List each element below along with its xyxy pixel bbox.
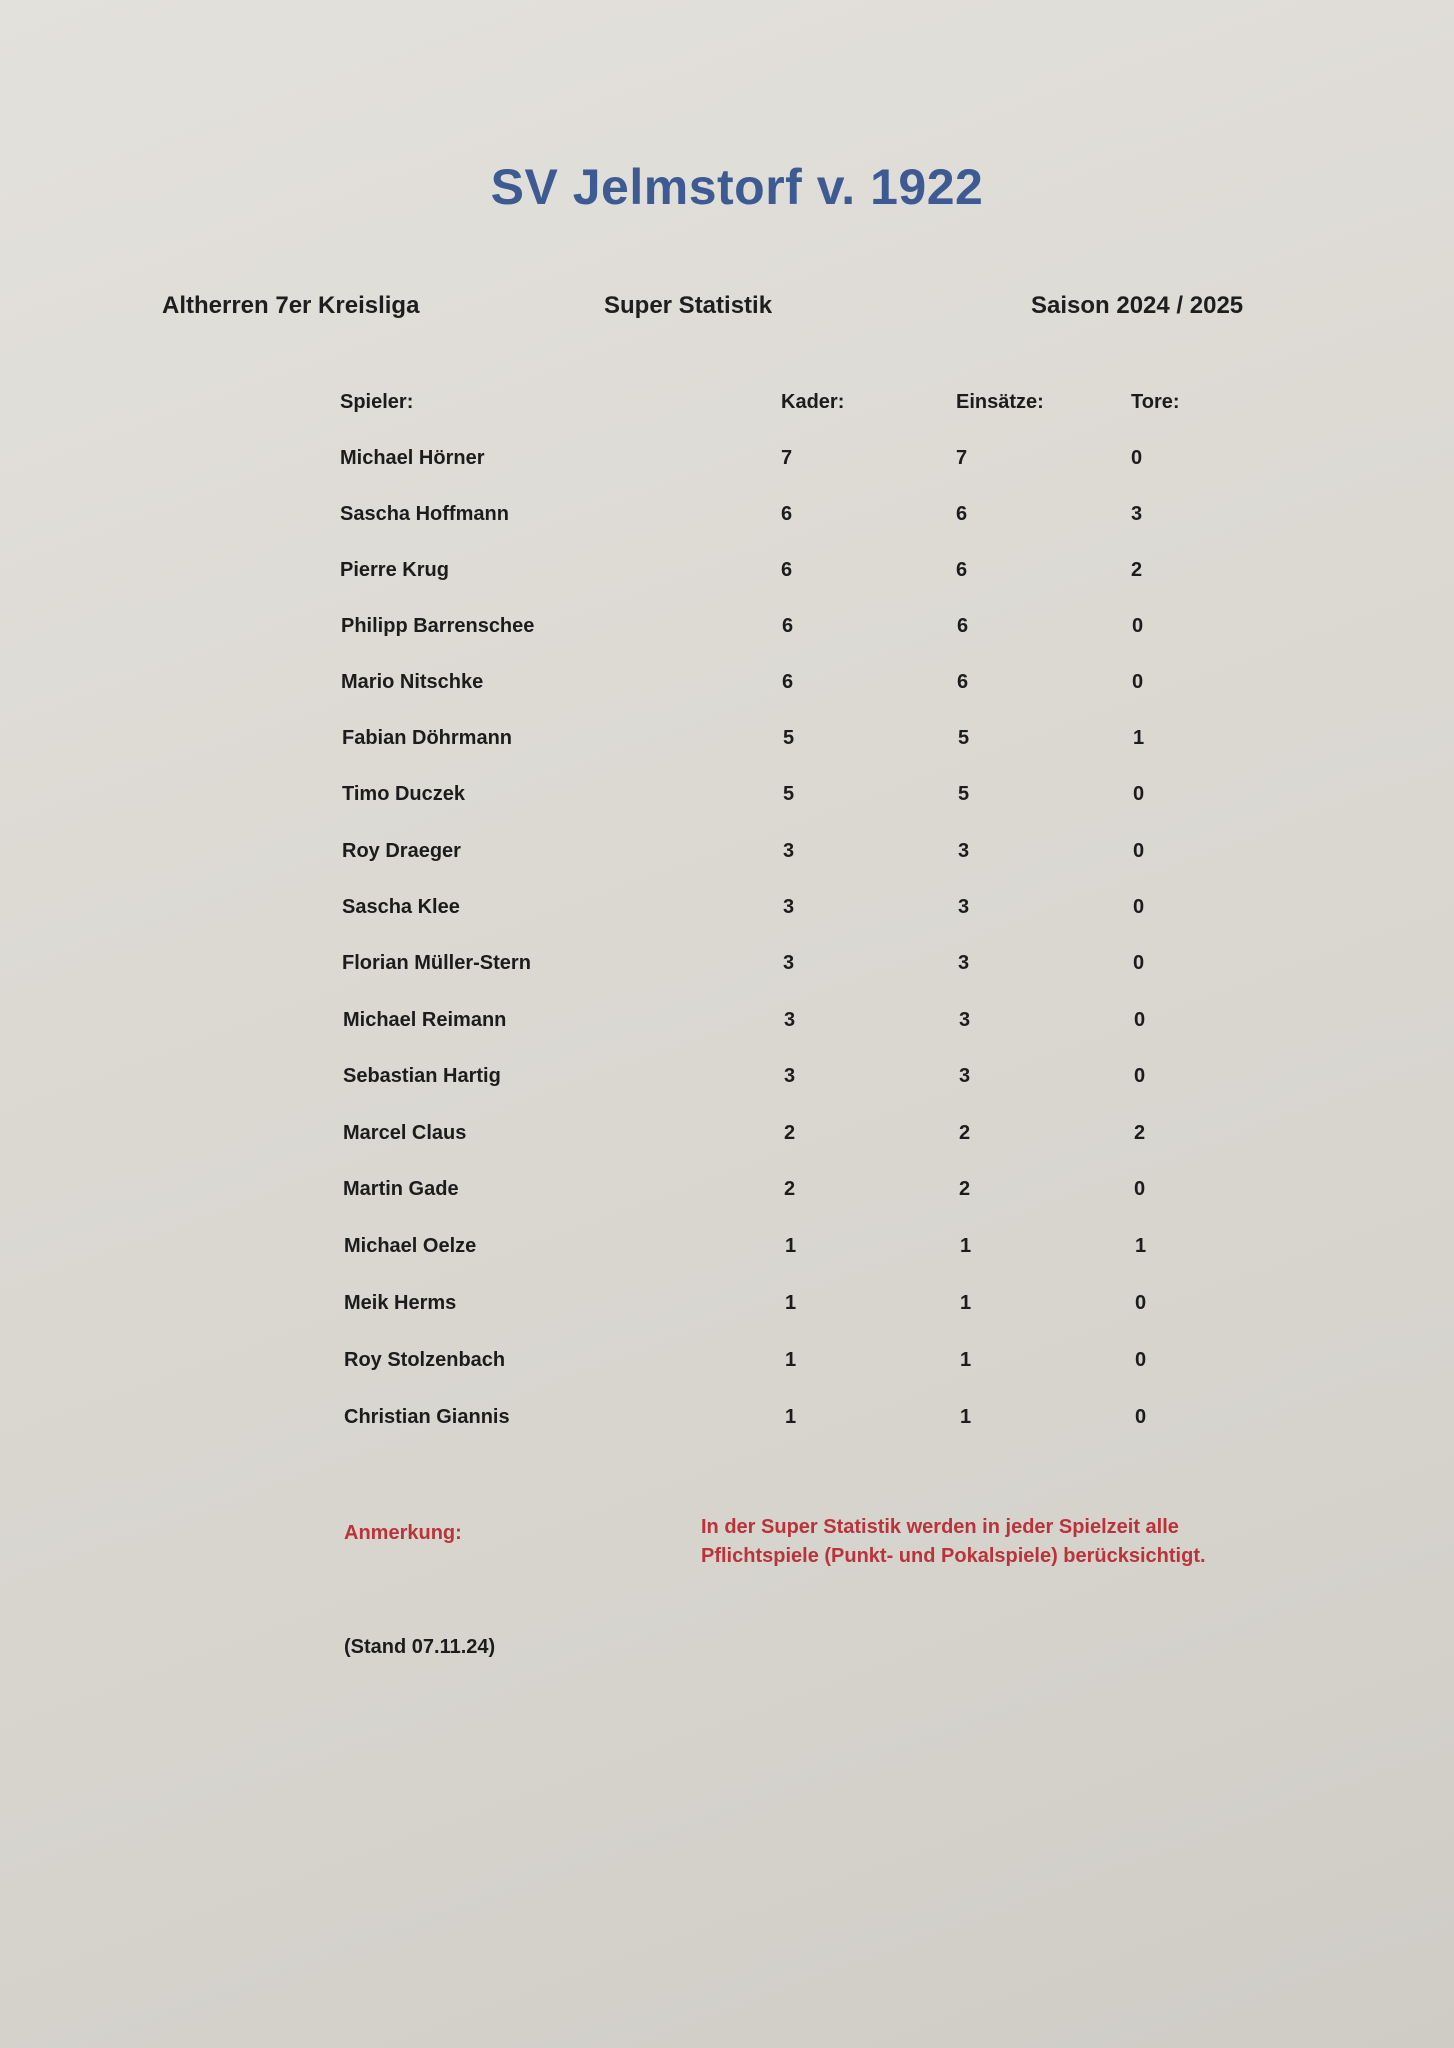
stand-date: (Stand 07.11.24) <box>344 1636 496 1658</box>
kader-value: 3 <box>784 1065 796 1087</box>
tore-value: 1 <box>1133 727 1145 749</box>
tore-value: 2 <box>1134 1122 1146 1144</box>
einsaetze-value: 3 <box>958 840 970 862</box>
league-name: Altherren 7er Kreisliga <box>162 292 420 319</box>
kader-value: 3 <box>783 952 795 974</box>
kader-value: 3 <box>783 840 795 862</box>
kader-value: 2 <box>784 1178 796 1200</box>
kader-value: 6 <box>782 615 794 637</box>
einsaetze-value: 6 <box>956 559 968 581</box>
kader-value: 1 <box>785 1349 797 1371</box>
einsaetze-value: 6 <box>957 615 969 637</box>
einsaetze-value: 3 <box>959 1009 971 1031</box>
column-header-kader: Kader: <box>781 391 845 413</box>
kader-value: 5 <box>783 783 795 805</box>
tore-value: 0 <box>1131 447 1143 469</box>
note-text <box>701 1513 1341 1571</box>
kader-value: 3 <box>784 1009 796 1031</box>
einsaetze-value: 1 <box>960 1292 972 1314</box>
kader-value: 1 <box>785 1292 797 1314</box>
einsaetze-value: 1 <box>960 1349 972 1371</box>
statistic-name: Super Statistik <box>604 292 773 319</box>
player-name: Pierre Krug <box>340 559 449 581</box>
tore-value: 0 <box>1132 671 1144 693</box>
player-name: Sascha Hoffmann <box>340 503 509 525</box>
season-label: Saison 2024 / 2025 <box>1031 292 1244 319</box>
einsaetze-value: 2 <box>959 1178 971 1200</box>
column-header-tore: Tore: <box>1131 391 1180 413</box>
einsaetze-value: 3 <box>958 952 970 974</box>
tore-value: 0 <box>1135 1406 1147 1428</box>
tore-value: 0 <box>1133 783 1145 805</box>
player-name: Fabian Döhrmann <box>342 727 513 749</box>
note-line-2: Pflichtspiele (Punkt- und Pokalspiele) berücksichtigt. <box>701 1545 1206 1567</box>
kader-value: 7 <box>781 447 793 469</box>
player-name: Sascha Klee <box>342 896 460 918</box>
kader-value: 1 <box>785 1235 797 1257</box>
einsaetze-value: 6 <box>956 503 968 525</box>
player-name: Martin Gade <box>343 1178 459 1200</box>
tore-value: 1 <box>1135 1235 1147 1257</box>
column-header-player: Spieler: <box>340 391 414 413</box>
column-header-einsaetze: Einsätze: <box>956 391 1044 413</box>
note-label: Anmerkung: <box>344 1522 462 1544</box>
kader-value: 6 <box>781 559 793 581</box>
club-title: SV Jelmstorf v. 1922 <box>490 159 984 215</box>
tore-value: 0 <box>1135 1292 1147 1314</box>
player-name: Timo Duczek <box>342 783 465 805</box>
tore-value: 0 <box>1135 1349 1147 1371</box>
kader-value: 1 <box>785 1406 797 1428</box>
tore-value: 2 <box>1131 559 1143 581</box>
player-name: Mario Nitschke <box>341 671 484 693</box>
einsaetze-value: 3 <box>959 1065 971 1087</box>
player-name: Roy Draeger <box>342 840 461 862</box>
player-name: Marcel Claus <box>343 1122 467 1144</box>
player-name: Michael Oelze <box>344 1235 477 1257</box>
tore-value: 0 <box>1133 896 1145 918</box>
note-line-1: In der Super Statistik werden in jeder Spielzeit alle <box>701 1516 1179 1538</box>
einsaetze-value: 2 <box>959 1122 971 1144</box>
einsaetze-value: 7 <box>956 447 968 469</box>
player-name: Michael Reimann <box>343 1009 507 1031</box>
kader-value: 6 <box>781 503 793 525</box>
tore-value: 0 <box>1132 615 1144 637</box>
kader-value: 6 <box>782 671 794 693</box>
player-name: Roy Stolzenbach <box>344 1349 506 1371</box>
player-name: Christian Giannis <box>344 1406 510 1428</box>
tore-value: 0 <box>1133 840 1145 862</box>
tore-value: 0 <box>1134 1178 1146 1200</box>
kader-value: 5 <box>783 727 795 749</box>
tore-value: 0 <box>1134 1009 1146 1031</box>
player-name: Philipp Barrenschee <box>341 615 535 637</box>
einsaetze-value: 1 <box>960 1406 972 1428</box>
player-name: Florian Müller-Stern <box>342 952 531 974</box>
einsaetze-value: 5 <box>958 727 970 749</box>
einsaetze-value: 5 <box>958 783 970 805</box>
einsaetze-value: 6 <box>957 671 969 693</box>
tore-value: 0 <box>1133 952 1145 974</box>
player-name: Sebastian Hartig <box>343 1065 501 1087</box>
player-name: Meik Herms <box>344 1292 457 1314</box>
tore-value: 0 <box>1134 1065 1146 1087</box>
kader-value: 3 <box>783 896 795 918</box>
einsaetze-value: 3 <box>958 896 970 918</box>
tore-value: 3 <box>1131 503 1143 525</box>
einsaetze-value: 1 <box>960 1235 972 1257</box>
player-name: Michael Hörner <box>340 447 485 469</box>
kader-value: 2 <box>784 1122 796 1144</box>
